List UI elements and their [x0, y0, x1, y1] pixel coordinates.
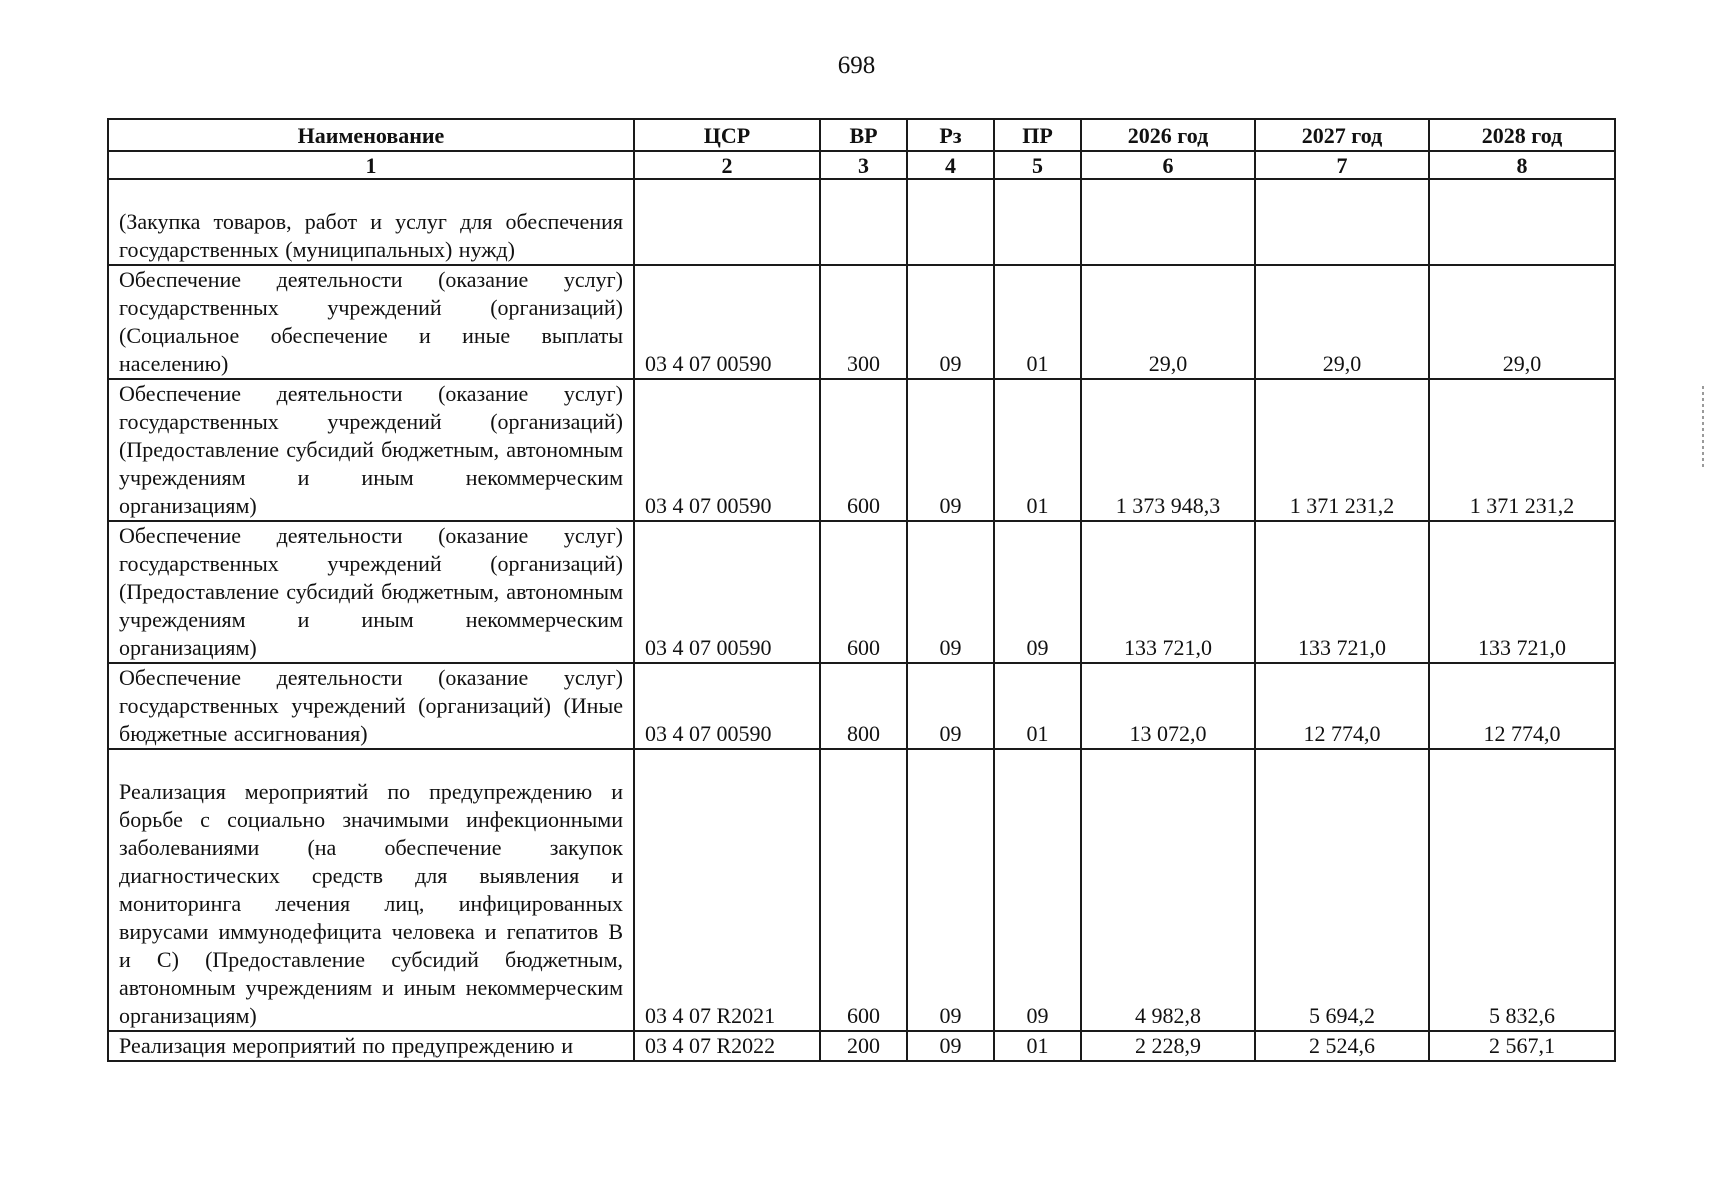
column-number: 7 — [1255, 151, 1429, 179]
row-name: Обеспечение деятельности (оказание услуг) государственных учреждений (организаций) (Иные бюджетные ассигнования) — [108, 663, 634, 749]
row-2027: 12 774,0 — [1255, 663, 1429, 749]
table-row — [108, 379, 1615, 521]
row-pr — [994, 179, 1081, 265]
header-rz: Рз — [907, 119, 994, 151]
row-2026 — [1081, 179, 1255, 265]
row-2028: 2 567,1 — [1429, 1031, 1615, 1061]
table-row — [108, 749, 1615, 1031]
table-row — [108, 663, 1615, 749]
scan-edge-mark — [1702, 386, 1704, 470]
row-vr — [820, 179, 907, 265]
row-2028: 5 832,6 — [1429, 749, 1615, 1031]
row-pr: 09 — [994, 521, 1081, 663]
page-number: 698 — [837, 52, 876, 79]
column-number: 8 — [1429, 151, 1615, 179]
row-name: Обеспечение деятельности (оказание услуг) государственных учреждений (организаций) (Предоставление субсидий бюджетным, автономным учреждениям и иным некоммерческим организациям) — [108, 521, 634, 663]
row-csr: 03 4 07 00590 — [634, 521, 820, 663]
table-row — [108, 521, 1615, 663]
row-pr: 01 — [994, 265, 1081, 379]
header-vr: ВР — [820, 119, 907, 151]
row-rz: 09 — [907, 1031, 994, 1061]
header-2028: 2028 год — [1429, 119, 1615, 151]
table-row — [108, 179, 1615, 265]
row-2026: 29,0 — [1081, 265, 1255, 379]
row-rz: 09 — [907, 749, 994, 1031]
row-name: Обеспечение деятельности (оказание услуг) государственных учреждений (организаций) (Социальное обеспечение и иные выплаты населению) — [108, 265, 634, 379]
row-2027: 5 694,2 — [1255, 749, 1429, 1031]
row-vr: 200 — [820, 1031, 907, 1061]
row-name: Реализация мероприятий по предупреждению и — [108, 1031, 634, 1061]
row-name: Обеспечение деятельности (оказание услуг) государственных учреждений (организаций) (Предоставление субсидий бюджетным, автономным учреждениям и иным некоммерческим организациям) — [108, 379, 634, 521]
row-pr: 01 — [994, 663, 1081, 749]
row-csr — [634, 179, 820, 265]
row-name: Реализация мероприятий по предупреждению и борьбе с социально значимыми инфекционными заболеваниями (на обеспечение закупок диагностических средств для выявления и мониторинга лечения лиц, инфицированных вирусами иммунодефицита человека и гепатитов В и С) (Предоставление субсидий бюджетным, автономным учреждениям и иным некоммерческим организациям) — [108, 749, 634, 1031]
row-rz: 09 — [907, 265, 994, 379]
header-2027: 2027 год — [1255, 119, 1429, 151]
row-2028: 1 371 231,2 — [1429, 379, 1615, 521]
row-csr: 03 4 07 00590 — [634, 663, 820, 749]
column-number: 1 — [108, 151, 634, 179]
row-2028: 29,0 — [1429, 265, 1615, 379]
row-vr: 600 — [820, 521, 907, 663]
row-csr: 03 4 07 R2021 — [634, 749, 820, 1031]
row-vr: 800 — [820, 663, 907, 749]
row-rz: 09 — [907, 521, 994, 663]
header-row — [108, 119, 1615, 151]
column-number: 3 — [820, 151, 907, 179]
row-rz — [907, 179, 994, 265]
row-2026: 13 072,0 — [1081, 663, 1255, 749]
row-pr: 01 — [994, 379, 1081, 521]
row-rz: 09 — [907, 663, 994, 749]
row-name: (Закупка товаров, работ и услуг для обеспечения государственных (муниципальных) нужд) — [108, 179, 634, 265]
row-rz: 09 — [907, 379, 994, 521]
column-number: 2 — [634, 151, 820, 179]
row-2028: 12 774,0 — [1429, 663, 1615, 749]
column-number: 4 — [907, 151, 994, 179]
header-name: Наименование — [108, 119, 634, 151]
row-2026: 1 373 948,3 — [1081, 379, 1255, 521]
row-csr: 03 4 07 00590 — [634, 379, 820, 521]
table-row — [108, 1031, 1615, 1061]
budget-table — [107, 118, 1616, 1062]
row-2026: 2 228,9 — [1081, 1031, 1255, 1061]
row-pr: 09 — [994, 749, 1081, 1031]
header-pr: ПР — [994, 119, 1081, 151]
row-2027: 1 371 231,2 — [1255, 379, 1429, 521]
row-2027: 29,0 — [1255, 265, 1429, 379]
row-2026: 133 721,0 — [1081, 521, 1255, 663]
row-vr: 300 — [820, 265, 907, 379]
table-row — [108, 265, 1615, 379]
row-2028 — [1429, 179, 1615, 265]
row-pr: 01 — [994, 1031, 1081, 1061]
row-csr: 03 4 07 R2022 — [634, 1031, 820, 1061]
row-vr: 600 — [820, 749, 907, 1031]
row-2027: 133 721,0 — [1255, 521, 1429, 663]
column-number: 5 — [994, 151, 1081, 179]
row-2027 — [1255, 179, 1429, 265]
row-2027: 2 524,6 — [1255, 1031, 1429, 1061]
row-vr: 600 — [820, 379, 907, 521]
column-number: 6 — [1081, 151, 1255, 179]
column-numbers-row — [108, 151, 1615, 179]
header-csr: ЦСР — [634, 119, 820, 151]
row-csr: 03 4 07 00590 — [634, 265, 820, 379]
row-2026: 4 982,8 — [1081, 749, 1255, 1031]
header-2026: 2026 год — [1081, 119, 1255, 151]
row-2028: 133 721,0 — [1429, 521, 1615, 663]
